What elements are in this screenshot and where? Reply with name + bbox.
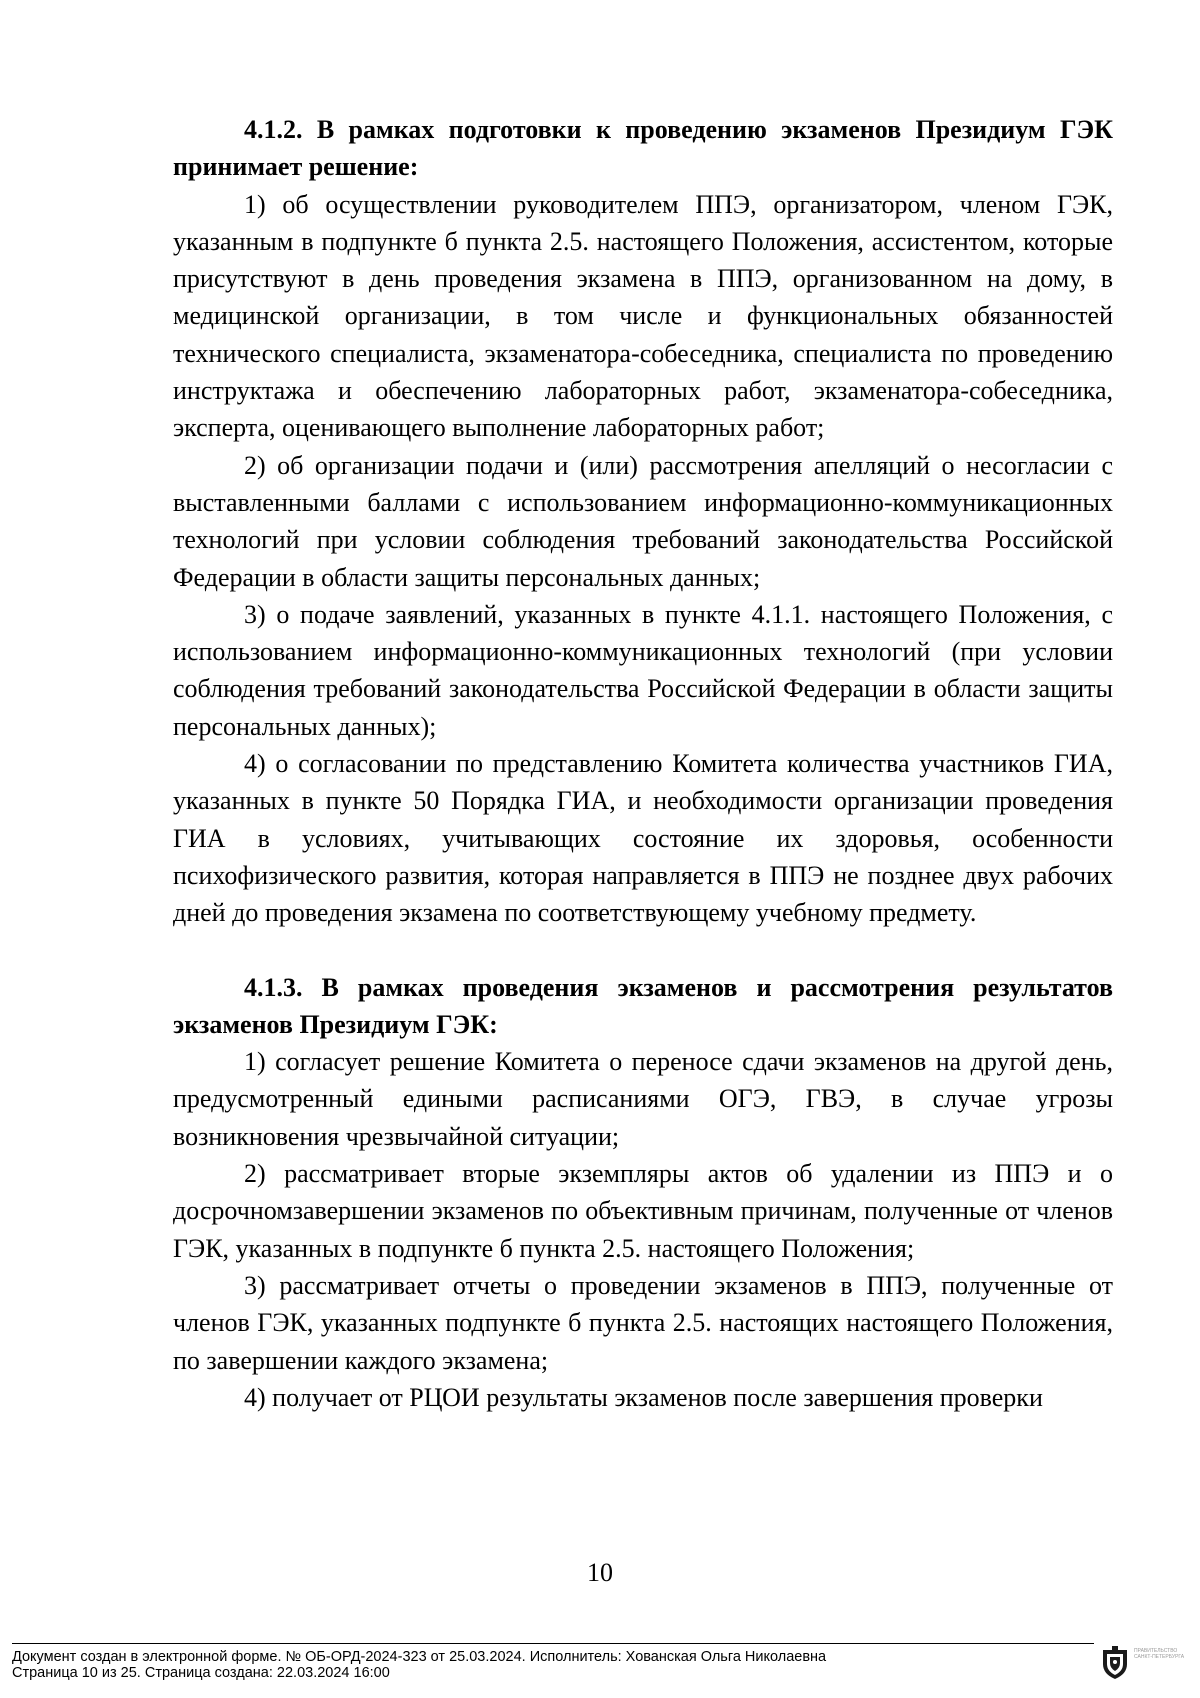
- section-spacer: [173, 932, 1113, 969]
- list-item: 1) согласует решение Комитета о переносе сдачи экзаменов на другой день, предусмотренный едиными расписаниями ОГЭ, ГВЭ, в случае угрозы возникновения чрезвычайной ситуации;: [173, 1047, 1113, 1151]
- list-item: 2) об организации подачи и (или) рассмотрения апелляций о несогласии с выставленными баллами с использованием информационно-коммуникационных технологий при условии соблюдения требований законодательства Российской Федерации в области защиты персональных данных;: [173, 450, 1113, 592]
- document-body: [173, 111, 1113, 1416]
- page-number: 10: [587, 1558, 613, 1587]
- footer-divider: [12, 1643, 1094, 1644]
- footer-line-document-info: Документ создан в электронной форме. № ОБ-ОРД-2024-323 от 25.03.2024. Исполнитель: Хованская Ольга Николаевна: [12, 1649, 827, 1665]
- list-item: 4) о согласовании по представлению Комитета количества участников ГИА, указанных в пункте 50 Порядка ГИА, и необходимости организации проведения ГИА в условиях, учитывающих состояние их здоровья, особенности психофизического развития, которая направляется в ППЭ не позднее двух рабочих дней до проведения экзамена по соответствующему учебному предмету.: [173, 749, 1113, 928]
- emblem-caption: ПРАВИТЕЛЬСТВО САНКТ-ПЕТЕРБУРГА: [1134, 1648, 1185, 1660]
- list-item: 2) рассматривает вторые экземпляры актов об удалении из ППЭ и о досрочномзавершении экзаменов по объективным причинам, полученные от членов ГЭК, указанных в подпункте б пункта 2.5. настоящего Положения;: [173, 1159, 1113, 1263]
- list-item: 1) об осуществлении руководителем ППЭ, организатором, членом ГЭК, указанным в подпункте б пункта 2.5. настоящего Положения, ассистентом, которые присутствуют в день проведения экзамена в ППЭ, организованном на дому, в медицинской организации, в том числе и функциональных обязанностей технического специалиста, экзаменатора-собеседника, специалиста по проведению инструктажа и обеспечению лабораторных работ, экзаменатора-собеседника, эксперта, оценивающего выполнение лабораторных работ;: [173, 189, 1113, 443]
- footer-line-page-info: Страница 10 из 25. Страница создана: 22.03.2024 16:00: [12, 1665, 390, 1681]
- document-footer: [12, 1649, 826, 1681]
- coat-of-arms-icon: [1100, 1646, 1130, 1680]
- section-heading-4-1-2: 4.1.2. В рамках подготовки к проведению экзаменов Президиум ГЭК принимает решение:: [173, 115, 1113, 182]
- list-item: 3) рассматривает отчеты о проведении экзаменов в ППЭ, полученные от членов ГЭК, указанных подпункте б пункта 2.5. настоящих настоящего Положения, по завершении каждого экзамена;: [173, 1270, 1113, 1375]
- list-item: 4) получает от РЦОИ результаты экзаменов после завершения проверки: [244, 1382, 1043, 1412]
- list-item: 3) о подаче заявлений, указанных в пункте 4.1.1. настоящего Положения, с использованием информационно-коммуникационных технологий (при условии соблюдения требований законодательства Российской Федерации в области защиты персональных данных);: [173, 599, 1113, 741]
- section-heading-4-1-3: 4.1.3. В рамках проведения экзаменов и рассмотрения результатов экзаменов Президиум ГЭК:: [173, 972, 1113, 1039]
